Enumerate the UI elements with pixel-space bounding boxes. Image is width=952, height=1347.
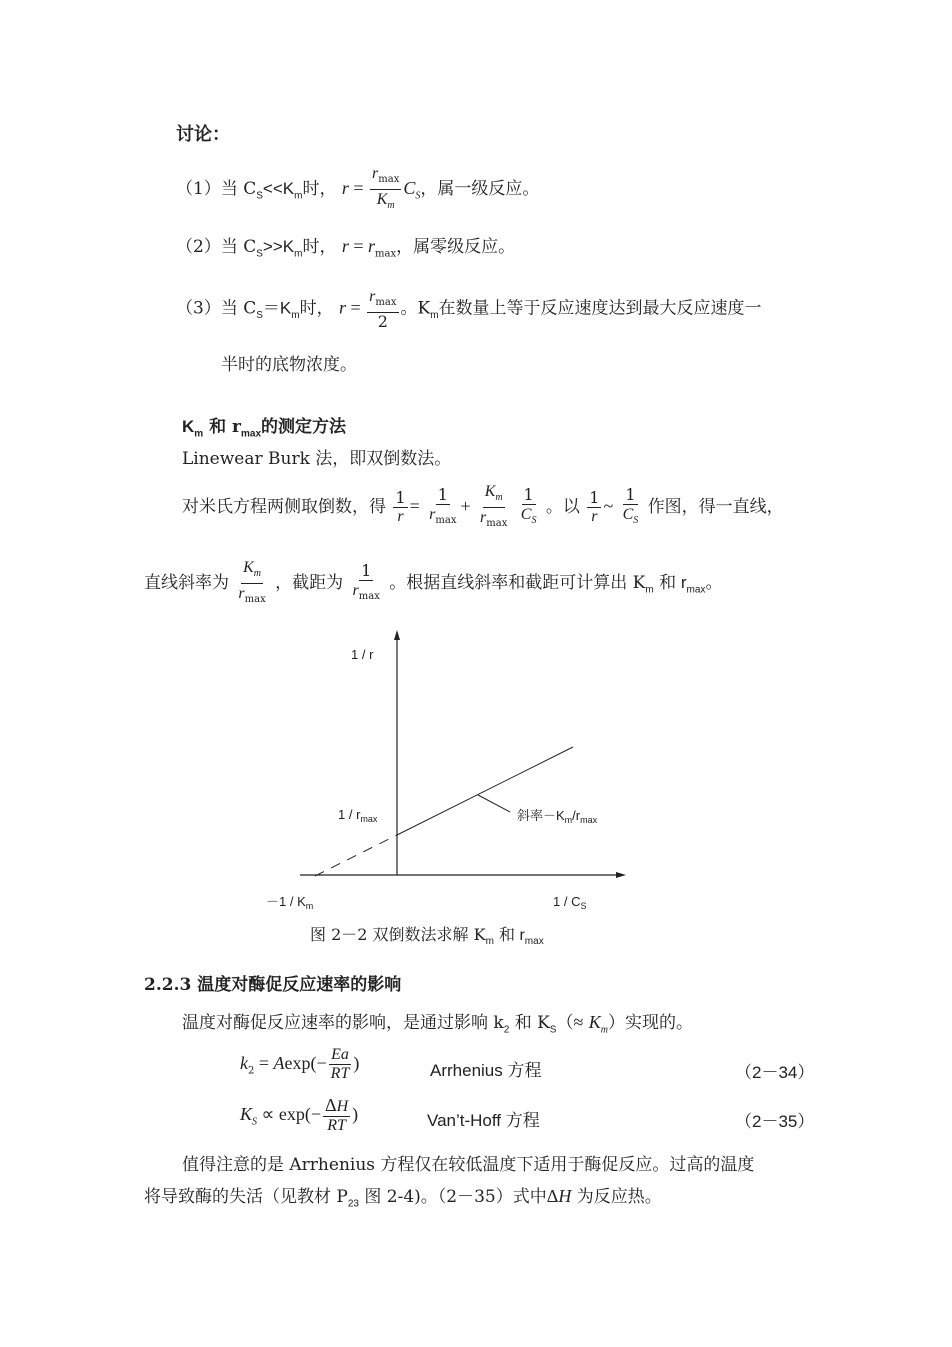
method-heading: $K_m$ 和 $r_{max}$的测定方法 — [182, 417, 346, 440]
y-axis-arrow — [394, 630, 400, 640]
case-3-continued: 半时的底物浓度。 — [221, 355, 357, 375]
discussion-heading: 讨论： — [176, 124, 230, 145]
extrapolated-line — [315, 835, 397, 876]
method-line-3: 直线斜率为 $\frac{K_m}{r_{max}}$ ，截距为 $\frac{1}{r_{max}}$ 。根据直线斜率和截距可计算出 $K_m$ 和 $r_{max}$。 — [144, 559, 723, 606]
equation-vant-hoff-name: Van’t-Hoff 方程 — [427, 1111, 540, 1130]
y-axis-label: 1 / r — [351, 647, 374, 662]
equation-number-34: （2－34） — [735, 1063, 815, 1082]
method-line-1: Linewear Burk 法，即双倒数法。 — [182, 449, 452, 469]
x-intercept-label: $-1 / K_m$ — [266, 894, 314, 911]
note-line-1: 值得注意的是 Arrhenius 方程仅在较低温度下适用于酶促反应。过高的温度 — [182, 1155, 755, 1175]
equation-arrhenius: $k_2 = Aexp(-$ $\frac{Ea}{RT}$ ) — [240, 1046, 360, 1082]
section-intro: 温度对酶促反应速率的影响，是通过影响 $k_2$ 和 $K_S(\approx K_m)$实现的。 — [182, 1012, 694, 1036]
method-line-2: 对米氏方程两侧取倒数，得 $\frac{1}{r}$ = $\frac{1}{r_{max}}$ + $\frac{K_m}{r_{max}}$ $\frac{1}{C_S}$ 。以 $\frac{1}{r}$ ~ $\frac{1}{C_S}$ 作图，得一直线， — [182, 483, 784, 530]
intercept-label: $1 / r_{max}$ — [338, 807, 378, 824]
equation-arrhenius-name: Arrhenius 方程 — [430, 1061, 542, 1080]
x-axis-label: $1 / C_S$ — [553, 894, 587, 911]
case-1: （1）当 $C_S<<K_m$时， r = $\frac{r_{max}}{K_m}$ $C_S$，属一级反应。 — [176, 165, 540, 212]
slope-label: 斜率$-K_m/r_{max}$ — [517, 808, 598, 825]
figure-caption: 图 2－2 双倒数法求解 $K_m$ 和 $r_{max}$ — [310, 925, 544, 948]
case-2: （2）当 $C_S>>K_m$时， $r = r_{max}$，属零级反应。 — [176, 236, 516, 260]
equation-number-35: （2－35） — [735, 1112, 815, 1131]
slope-leader — [478, 795, 510, 812]
section-heading: 2.2.3 温度对酶促反应速率的影响 — [144, 975, 402, 995]
equation-vant-hoff: $K_S \propto \exp(-$ $\frac{\Delta H}{RT}$ ) — [240, 1095, 359, 1134]
case-3: （3）当 $C_S=K_m$时， r = $\frac{r_{max}}{2}$ 。$K_m$在数量上等于反应速度达到最大反应速度一 — [176, 288, 762, 332]
note-line-2: 将导致酶的失活（见教材 $P_{23}$ 图 2-4)。（2－35）式中ΔH 为反应热。 — [144, 1186, 662, 1210]
x-axis-arrow — [616, 872, 626, 878]
